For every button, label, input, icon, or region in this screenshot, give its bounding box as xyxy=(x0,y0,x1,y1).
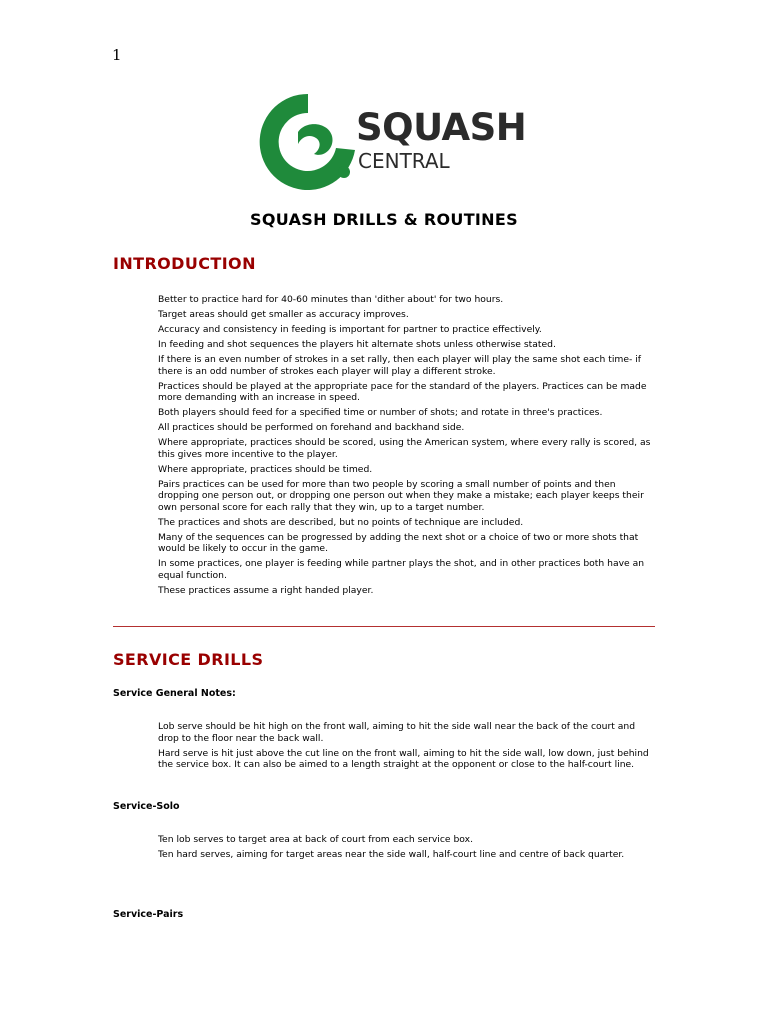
introduction-list xyxy=(158,294,658,600)
service-pairs-label: Service-Pairs xyxy=(113,909,184,920)
service-solo-list xyxy=(158,834,658,864)
logo-word-squash: SQUASH xyxy=(356,106,527,149)
section-divider xyxy=(113,626,655,627)
intro-paragraph: Both players should feed for a specified time or number of shots; and rotate in three's practices. xyxy=(158,407,603,419)
service-solo-paragraph: Ten lob serves to target area at back of court from each service box. xyxy=(158,834,474,845)
service-solo-label: Service-Solo xyxy=(113,801,180,812)
intro-paragraph: In feeding and shot sequences the players hit alternate shots unless otherwise stated. xyxy=(158,338,556,350)
intro-paragraph: The practices and shots are described, but no points of technique are included. xyxy=(158,516,524,528)
document-title: SQUASH DRILLS & ROUTINES xyxy=(250,210,518,229)
intro-paragraph: If there is an even number of strokes in a set rally, then each player will play the same shot each time- if there is an odd number of strokes each player will play a different stroke. xyxy=(158,353,642,377)
intro-paragraph: Pairs practices can be used for more than two people by scoring a small number of points and then dropping one person out, or dropping one person out when they make a mistake; each player keeps their own personal score for each rally that they win, up to a target number. xyxy=(158,478,644,513)
service-general-notes-list xyxy=(158,721,658,774)
intro-paragraph: Where appropriate, practices should be timed. xyxy=(158,463,373,475)
page-number: 1 xyxy=(112,46,122,64)
squash-central-logo xyxy=(258,92,527,194)
intro-paragraph: Practices should be played at the appropriate pace for the standard of the players. Practices can be made more demanding with an increase in speed. xyxy=(158,380,647,404)
intro-paragraph: These practices assume a right handed player. xyxy=(158,584,374,596)
logo-swirl-icon xyxy=(258,92,358,194)
intro-paragraph: Many of the sequences can be progressed by adding the next shot or a choice of two or more shots that would be likely to occur in the game. xyxy=(158,531,639,555)
service-general-notes-label: Service General Notes: xyxy=(113,688,236,699)
introduction-heading: INTRODUCTION xyxy=(113,254,256,273)
intro-paragraph: Better to practice hard for 40-60 minutes than 'dither about' for two hours. xyxy=(158,294,504,305)
service-solo-paragraph: Ten hard serves, aiming for target areas near the side wall, half-court line and centre of back quarter. xyxy=(158,848,625,860)
logo-word-central: CENTRAL xyxy=(358,149,450,173)
intro-paragraph: Accuracy and consistency in feeding is important for partner to practice effectively. xyxy=(158,323,542,335)
service-note-paragraph: Hard serve is hit just above the cut line on the front wall, aiming to hit the side wall, low down, just behind the service box. It can also be aimed to a length straight at the opponent or close to the half-court line. xyxy=(158,747,649,771)
intro-paragraph: Where appropriate, practices should be scored, using the American system, where every rally is scored, as this gives more incentive to the player. xyxy=(158,437,651,460)
intro-paragraph: All practices should be performed on forehand and backhand side. xyxy=(158,422,465,434)
intro-paragraph: In some practices, one player is feeding while partner plays the shot, and in other practices both have an equal function. xyxy=(158,558,645,581)
service-note-paragraph: Lob serve should be hit high on the front wall, aiming to hit the side wall near the back of the court and drop to the floor near the back wall. xyxy=(158,721,636,744)
service-drills-heading: SERVICE DRILLS xyxy=(113,650,264,669)
intro-paragraph: Target areas should get smaller as accuracy improves. xyxy=(158,308,409,320)
